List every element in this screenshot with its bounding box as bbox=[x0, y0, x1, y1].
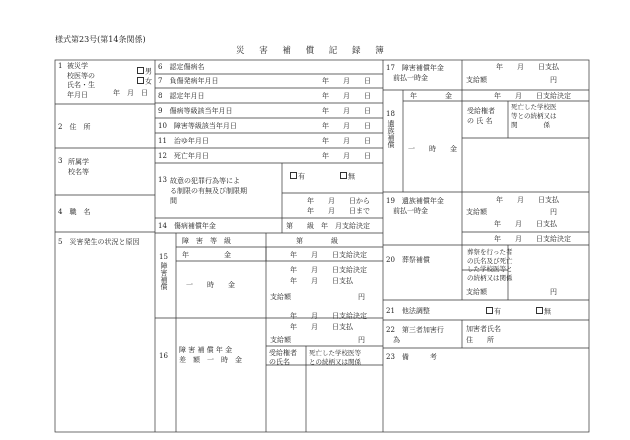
item10-date: 年 月 日 bbox=[322, 122, 371, 130]
item16-number: 16 bbox=[159, 352, 168, 360]
item17-paid: 年 月 日支払 bbox=[496, 63, 559, 71]
item22-address-label: 住 所 bbox=[466, 336, 494, 344]
item23-remarks-label: 23 備 考 bbox=[386, 353, 437, 361]
item20-yen: 円 bbox=[550, 288, 557, 296]
item13-yes-checkbox[interactable]: 有 bbox=[290, 172, 305, 182]
item16-decided: 年 月 日支給決定 bbox=[290, 312, 367, 320]
item16-label-b: 差 額 一 時 金 bbox=[179, 356, 242, 364]
item2-address-label: 2 住 所 bbox=[58, 123, 91, 131]
item21-yes-checkbox[interactable]: 有 bbox=[486, 307, 501, 317]
item8-date: 年 月 日 bbox=[322, 92, 371, 100]
item18-pension-decided: 年 月 日支給決定 bbox=[494, 92, 571, 100]
item1-label: 被災学 校医等の 氏名・生 年月日 bbox=[67, 62, 95, 99]
checkbox-icon bbox=[340, 172, 347, 179]
male-checkbox[interactable]: 男 bbox=[137, 67, 152, 77]
item15-pension-decided: 年 月 日支給決定 bbox=[290, 251, 367, 259]
item14-label: 14 傷病補償年金 bbox=[158, 222, 216, 230]
item15-pension-label: 年 金 bbox=[182, 251, 231, 259]
form-title: 災 害 補 償 記 録 簿 bbox=[236, 46, 390, 56]
item19-paid: 年 月 日支払 bbox=[496, 196, 559, 204]
item15-lump-sum-label: 一 時 金 bbox=[186, 281, 235, 289]
item19-decided: 年 月 日支給決定 bbox=[494, 235, 571, 243]
item12-label: 12 死亡年月日 bbox=[158, 152, 209, 160]
item6-label: 6 認定傷病名 bbox=[158, 63, 205, 71]
item21-no-checkbox[interactable]: 無 bbox=[536, 307, 551, 317]
item11-label: 11 治ゆ年月日 bbox=[158, 137, 209, 145]
item18-label: 遺族補償 bbox=[387, 120, 395, 148]
item19-yen: 円 bbox=[550, 208, 557, 216]
item14-value: 第 級 年 月支給決定 bbox=[286, 222, 370, 230]
checkbox-icon bbox=[290, 172, 297, 179]
item11-date: 年 月 日 bbox=[322, 137, 371, 145]
item16-label-a: 障 害 補 償 年 金 bbox=[179, 346, 233, 354]
checkbox-icon bbox=[536, 307, 543, 314]
item13-until-date: 年 月 日まで bbox=[307, 207, 370, 215]
item22-label: 22 第三者加害行 為 bbox=[386, 326, 444, 344]
disability-grade-label: 障 害 等 級 bbox=[182, 237, 231, 245]
item20-paid: 年 月 日支払 bbox=[494, 220, 557, 228]
item15-amount-label: 支給額 bbox=[270, 293, 291, 301]
form-number-label: 様式第23号(第14条関係) bbox=[55, 35, 146, 44]
item9-label: 9 傷病等級該当年月日 bbox=[158, 107, 233, 115]
item17-amount-label: 支給額 bbox=[466, 76, 487, 84]
item3-school-label: 所属学 校名等 bbox=[68, 158, 89, 176]
checkbox-icon bbox=[486, 307, 493, 314]
item13-label: 故意の犯罪行為等によ る制限の有無及び制限期 間 bbox=[170, 177, 247, 205]
item18-number: 18 bbox=[386, 110, 395, 118]
item18-recipient-label: 受給権者 の 氏 名 bbox=[467, 107, 495, 125]
item20-who-label: 葬祭を行った者 の氏名及び死亡 した学校医等と の続柄又は関係 bbox=[467, 248, 513, 282]
item16-paid: 年 月 日支払 bbox=[290, 323, 353, 331]
item15-lump-paid: 年 月 日支払 bbox=[290, 277, 353, 285]
item18-lump-sum-label: 一 時 金 bbox=[408, 145, 457, 153]
item9-date: 年 月 日 bbox=[322, 107, 371, 115]
item7-date: 年 月 日 bbox=[322, 77, 371, 85]
item13-from-date: 年 月 日から bbox=[307, 197, 370, 205]
item19-amount-label: 支給額 bbox=[466, 208, 487, 216]
item15-number: 15 bbox=[159, 253, 168, 261]
item13-number: 13 bbox=[158, 176, 167, 184]
female-checkbox[interactable]: 女 bbox=[137, 77, 152, 87]
item17-label: 17 障害補償年金 前払一時金 bbox=[386, 64, 444, 82]
checkbox-icon bbox=[137, 67, 144, 74]
item19-label: 19 遺族補償年金 前払一時金 bbox=[386, 197, 444, 215]
item12-date: 年 月 日 bbox=[322, 152, 371, 160]
item10-label: 10 障害等級該当年月日 bbox=[158, 122, 237, 130]
birth-date-field: 年 月 日 bbox=[113, 89, 148, 97]
item16-recipient-label: 受給権者 の氏名 bbox=[269, 349, 297, 366]
item16-amount-label: 支給額 bbox=[270, 336, 291, 344]
item20-amount-label: 支給額 bbox=[466, 288, 487, 296]
item4-position-label: 4 職 名 bbox=[58, 208, 91, 216]
item22-name-label: 加害者氏名 bbox=[466, 325, 501, 333]
item16-relation-label: 死亡した学校医等 との続柄又は関係 bbox=[309, 349, 361, 366]
item7-label: 7 負傷発病年月日 bbox=[158, 77, 219, 85]
item21-label: 21 他法調整 bbox=[386, 307, 430, 315]
item20-label: 20 葬祭補償 bbox=[386, 256, 430, 264]
item17-yen: 円 bbox=[550, 76, 557, 84]
item15-label: 障害補償 bbox=[160, 262, 168, 290]
item3-number: 3 bbox=[58, 157, 63, 165]
item18-relation-label: 死亡した学校医 等との続柄又は 関 係 bbox=[511, 103, 557, 129]
item15-yen: 円 bbox=[358, 293, 365, 301]
checkbox-icon bbox=[137, 77, 144, 84]
item18-pension-label: 年 金 bbox=[410, 92, 452, 100]
item13-no-checkbox[interactable]: 無 bbox=[340, 172, 355, 182]
item16-yen: 円 bbox=[358, 336, 365, 344]
item8-label: 8 認定年月日 bbox=[158, 92, 205, 100]
item5-cause-label: 5 災害発生の状況と原因 bbox=[58, 238, 140, 246]
item1-number: 1 bbox=[58, 62, 63, 70]
item15-lump-decided: 年 月 日支給決定 bbox=[290, 266, 367, 274]
disability-grade-value: 第 級 bbox=[296, 237, 338, 245]
